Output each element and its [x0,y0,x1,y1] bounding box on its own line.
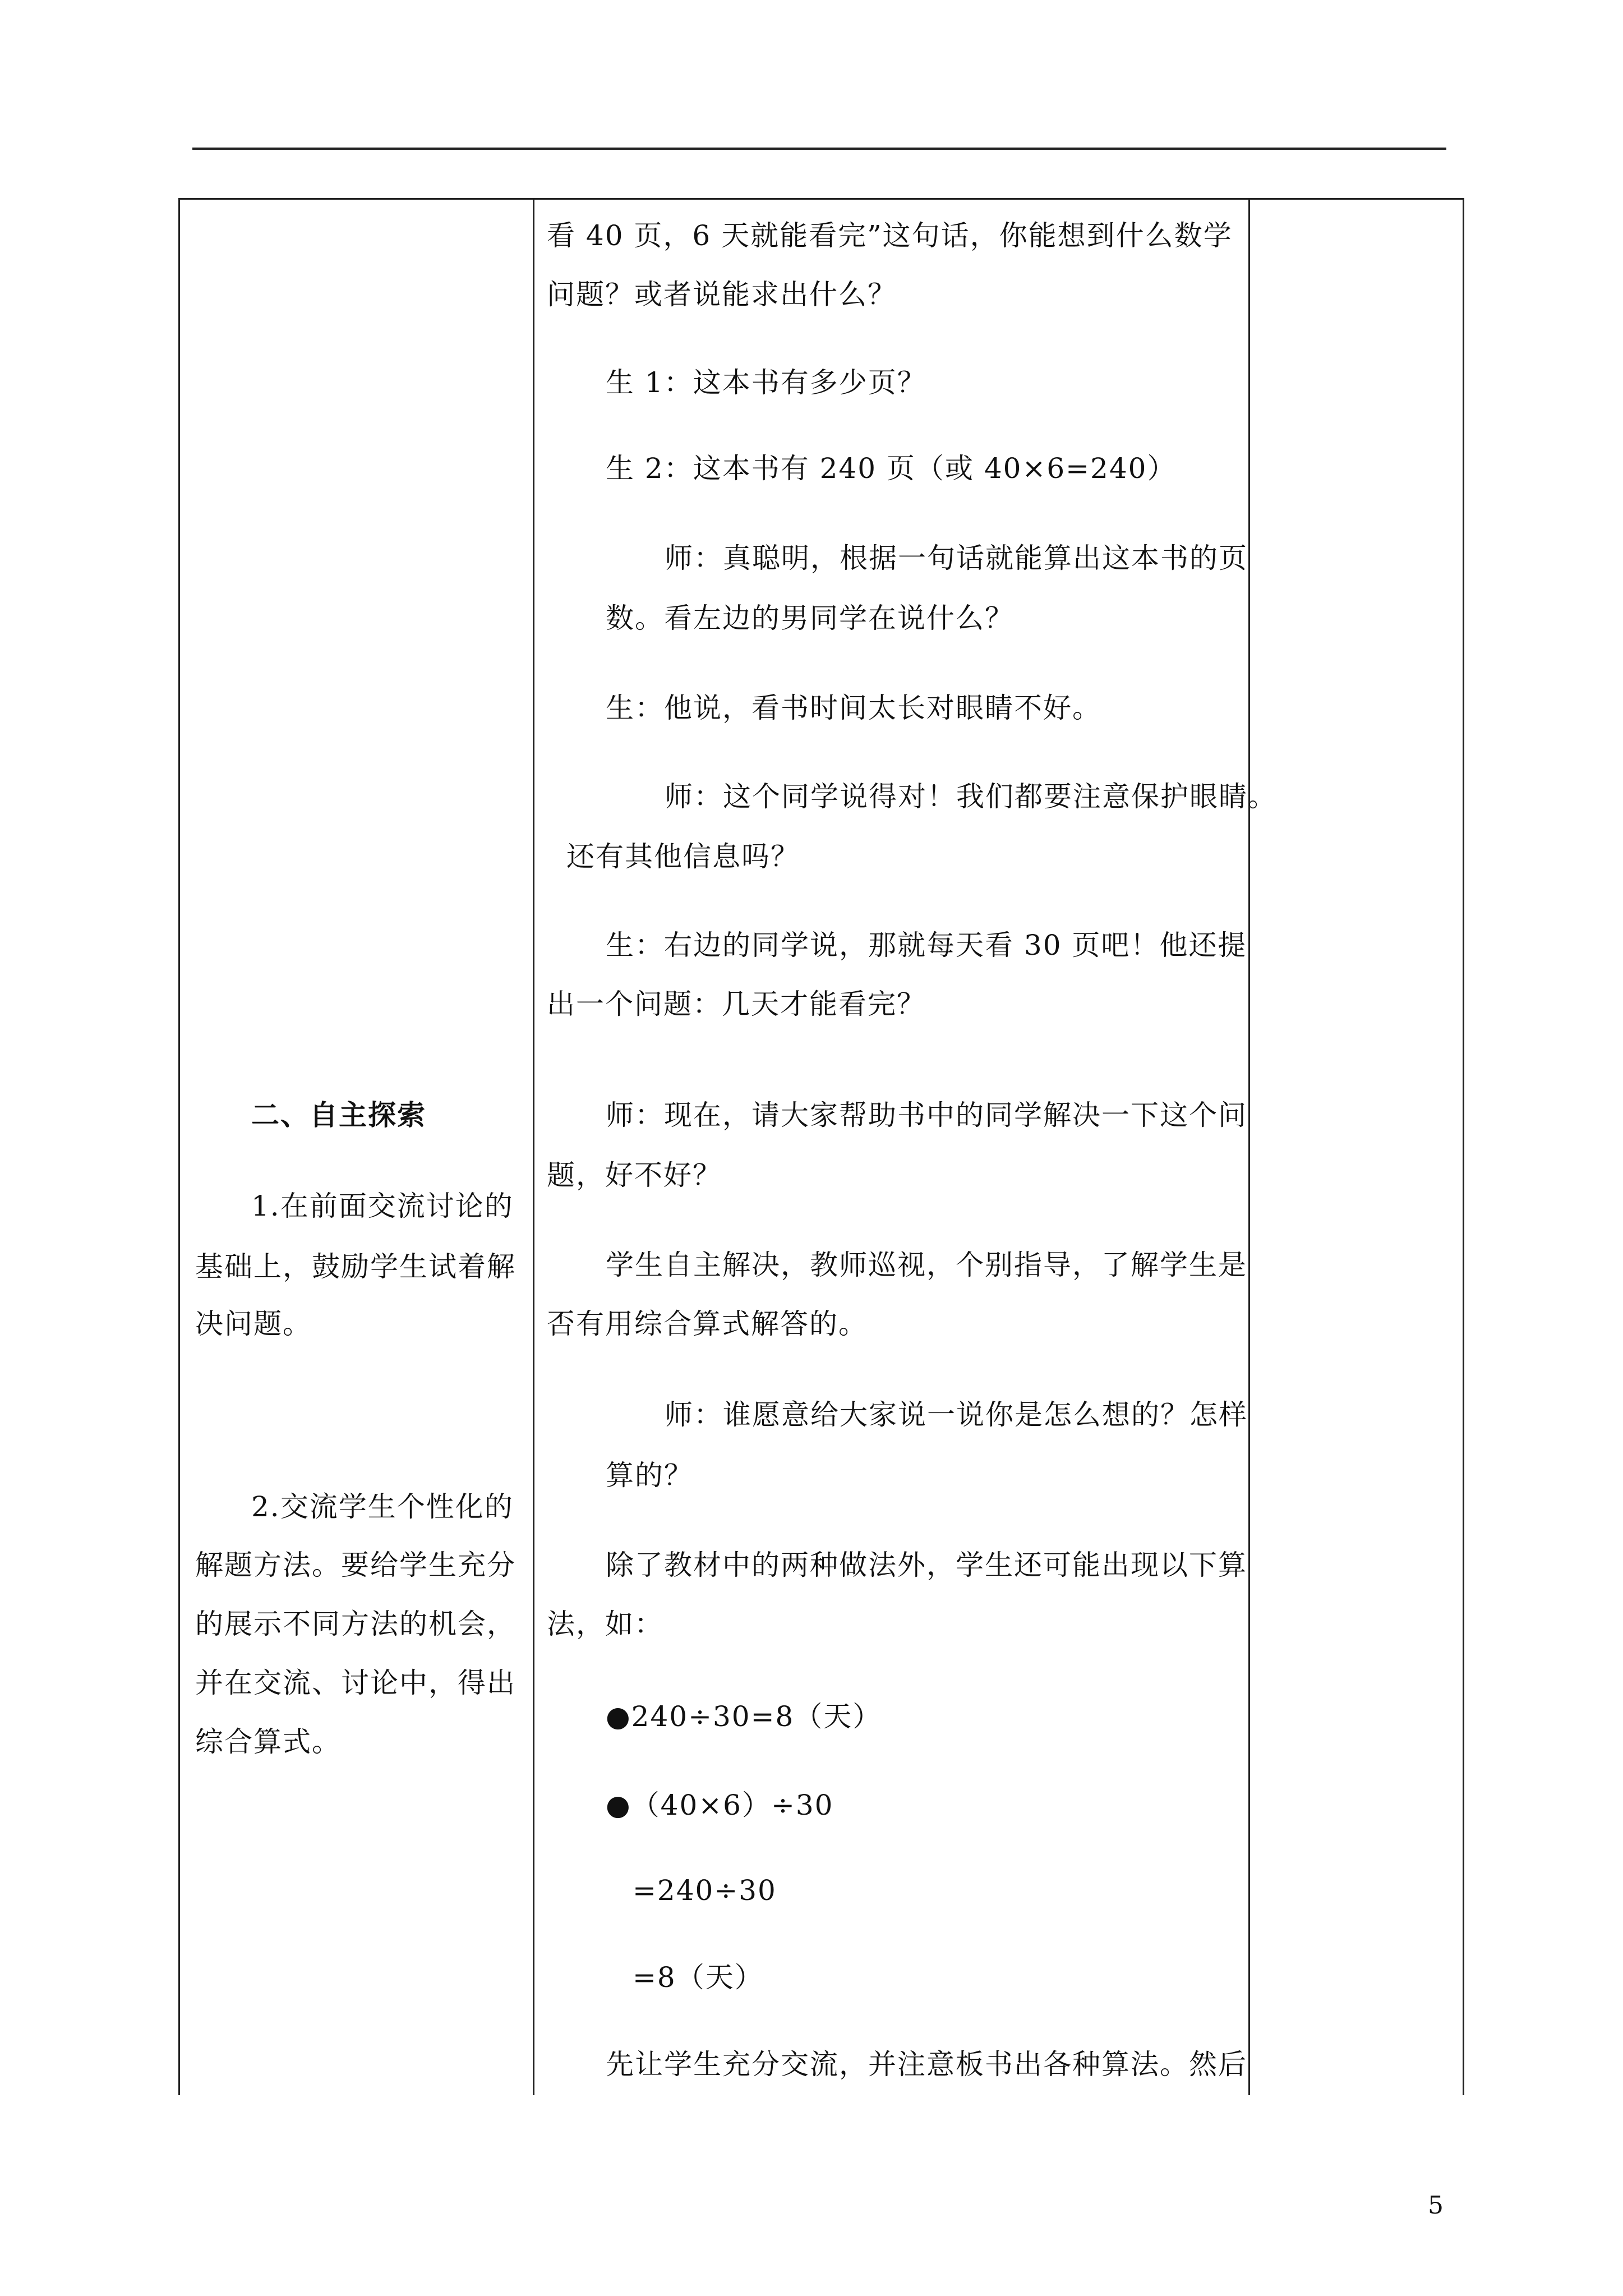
process-line: 生：他说，看书时间太长对眼睛不好。 [606,692,1101,724]
process-line: 题，好不好？ [547,1159,722,1191]
process-line: 否有用综合算式解答的。 [547,1308,868,1340]
point-2-line: 综合算式。 [195,1726,341,1758]
point-1-line: 1.在前面交流讨论的 [251,1190,514,1222]
process-line: 生 2：这本书有 240 页（或 40×6=240） [606,452,1177,485]
process-line: ●（40×6）÷30 [606,1789,834,1821]
process-line: 除了教材中的两种做法外，学生还可能出现以下算 [606,1549,1247,1581]
table-right-border [1463,198,1464,2095]
process-line: 问题？或者说能求出什么？ [547,278,897,311]
process-line: 还有其他信息吗？ [566,840,800,873]
column-divider-2 [1248,198,1250,2095]
point-1-line: 决问题。 [195,1308,312,1340]
process-line: 法，如： [547,1608,663,1640]
process-line: =8（天） [633,1961,764,1994]
point-2-line: 解题方法。要给学生充分 [195,1549,516,1581]
process-line: 生 1：这本书有多少页？ [606,366,926,399]
point-2-line: 的展示不同方法的机会， [195,1608,516,1640]
process-line: 学生自主解决，教师巡视，个别指导，了解学生是 [606,1249,1247,1281]
table-left-border [178,198,180,2095]
table-top-border [178,198,1464,200]
process-line: 数。看左边的男同学在说什么？ [606,602,1014,634]
process-line: =240÷30 [633,1874,777,1907]
process-line: 生：右边的同学说，那就每天看 30 页吧！他还提 [606,929,1247,961]
process-line: 师：谁愿意给大家说一说你是怎么想的？怎样 [665,1398,1248,1431]
process-line: 看 40 页，6 天就能看完”这句话，你能想到什么数学 [547,219,1233,252]
process-line: 师：现在，请大家帮助书中的同学解决一下这个问 [606,1099,1247,1131]
process-line: 师：真聪明，根据一句话就能算出这本书的页 [665,542,1248,574]
column-divider-1 [533,198,534,2095]
process-line: 算的？ [606,1459,693,1492]
page-number: 5 [1428,2191,1444,2220]
point-2-line: 2.交流学生个性化的 [251,1490,514,1523]
process-line: ●240÷30=8（天） [606,1700,882,1733]
section-title: 二、自主探索 [251,1098,426,1131]
process-line: 师：这个同学说得对！我们都要注意保护眼睛。 [665,780,1277,813]
process-line: 出一个问题：几天才能看完？ [547,988,926,1020]
point-1-line: 基础上，鼓励学生试着解 [195,1250,516,1283]
process-line: 先让学生充分交流，并注意板书出各种算法。然后 [606,2048,1247,2081]
point-2-line: 并在交流、讨论中，得出 [195,1667,516,1699]
header-rule [192,148,1446,150]
